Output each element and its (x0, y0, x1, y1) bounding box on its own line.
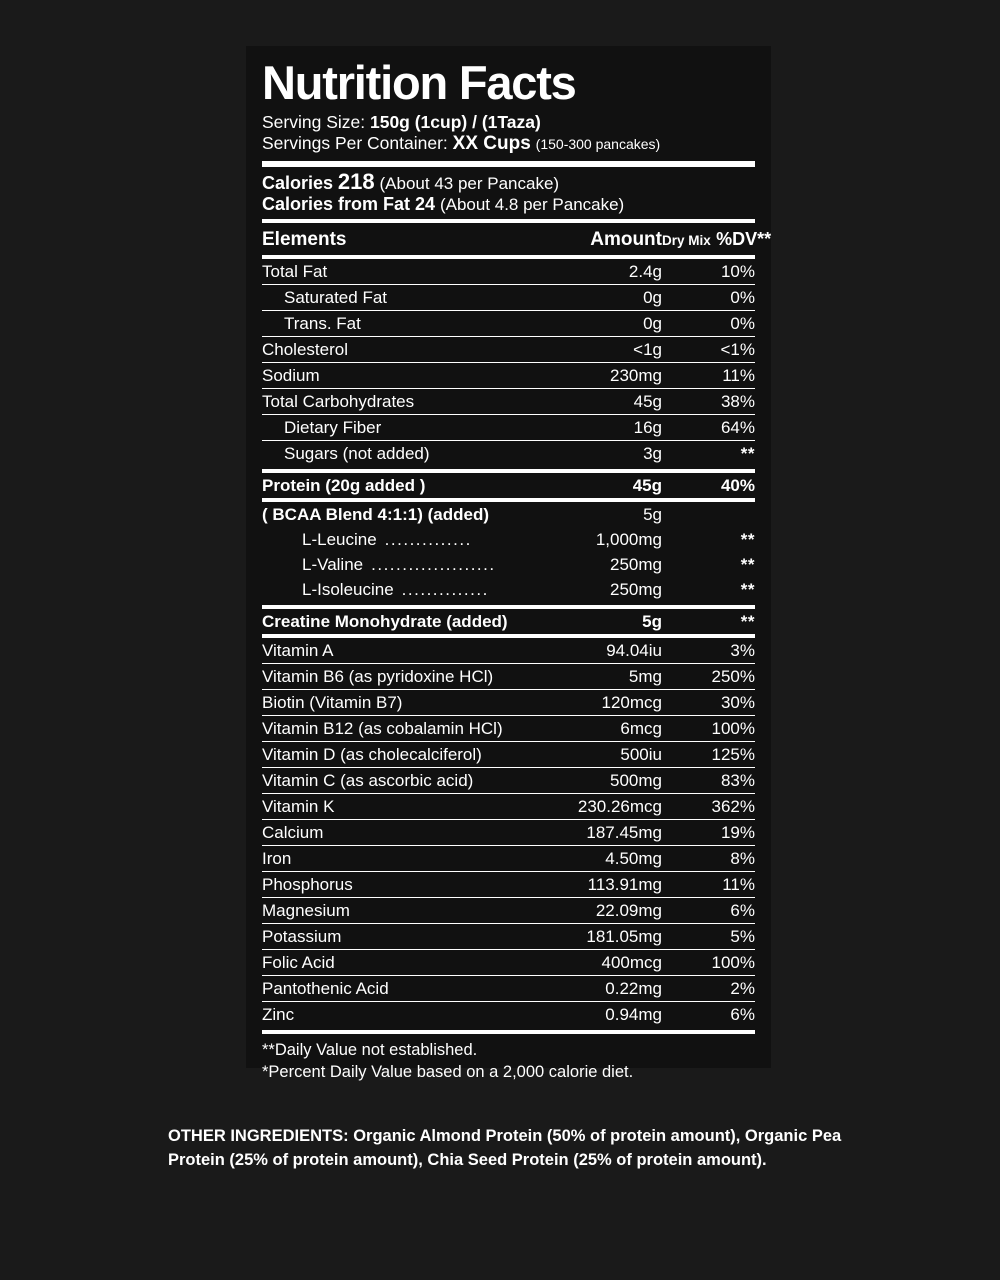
row-amount: 16g (540, 415, 662, 441)
bcaa-amount: 1,000mg (595, 530, 662, 549)
row-daily-value: ** (740, 444, 755, 463)
row-amount: 4.50mg (540, 846, 662, 872)
footnotes (262, 1034, 755, 1083)
calories-from-fat-label: Calories from Fat 24 (262, 194, 436, 214)
row-daily-value: 100% (662, 950, 755, 976)
row-daily-value: ** (740, 530, 755, 549)
creatine-table (262, 609, 755, 634)
bcaa-blend-table (262, 502, 755, 602)
serving-info (262, 112, 755, 155)
row-amount: 0.94mg (605, 1005, 662, 1024)
dot-leader: .............. (384, 530, 472, 549)
table-row (262, 259, 755, 285)
table-row (262, 794, 755, 820)
row-daily-value: 2% (662, 976, 755, 1002)
row-daily-value: 83% (662, 768, 755, 794)
other-ingredients-label: OTHER INGREDIENTS: (168, 1127, 349, 1145)
row-label: Creatine Monohydrate (added) (262, 612, 508, 631)
row-daily-value: 19% (662, 820, 755, 846)
bcaa-sub-row (262, 527, 662, 552)
row-amount: 2.4g (540, 259, 662, 285)
servings-per-container-line (262, 133, 755, 155)
vitamins-minerals-table (262, 638, 755, 1027)
row-label (262, 552, 662, 577)
bcaa-name: L-Leucine (302, 530, 377, 549)
row-amount: 6mcg (540, 716, 662, 742)
dot-leader: .............. (401, 580, 489, 599)
row-label: Potassium (262, 924, 540, 950)
row-label: Magnesium (262, 898, 540, 924)
table-row (262, 552, 755, 577)
row-amount: <1g (540, 337, 662, 363)
row-daily-value: 11% (662, 363, 755, 389)
bcaa-sub-row (262, 552, 662, 577)
row-label: Cholesterol (262, 337, 540, 363)
table-row (262, 768, 755, 794)
row-label: Folic Acid (262, 950, 540, 976)
row-amount: 45g (540, 389, 662, 415)
row-daily-value (662, 502, 755, 527)
bcaa-sub-row (262, 577, 662, 602)
bcaa-amount: 250mg (610, 580, 662, 599)
row-daily-value: 5% (662, 924, 755, 950)
row-label: Phosphorus (262, 872, 540, 898)
row-amount: 181.05mg (540, 924, 662, 950)
row-amount: 5g (642, 612, 662, 631)
row-daily-value: 11% (662, 872, 755, 898)
table-row (262, 950, 755, 976)
header-amount: Amount (590, 229, 662, 250)
table-row (262, 363, 755, 389)
row-amount: 5g (643, 505, 662, 524)
table-row (262, 337, 755, 363)
row-daily-value: ** (740, 555, 755, 574)
calories-label: Calories (262, 173, 334, 193)
dot-leader: .................... (371, 555, 496, 574)
table-row (262, 311, 755, 337)
bcaa-name: L-Isoleucine (302, 580, 394, 599)
row-daily-value: 6% (662, 898, 755, 924)
header-dry-mix-label: Dry Mix (662, 233, 711, 248)
row-daily-value: 250% (662, 664, 755, 690)
calories-line (262, 171, 755, 194)
row-daily-value: 100% (662, 716, 755, 742)
table-row (262, 820, 755, 846)
servings-note: (150-300 pancakes) (535, 136, 661, 152)
table-row (262, 577, 755, 602)
calories-note: (About 43 per Pancake) (379, 174, 560, 193)
row-daily-value: 362% (662, 794, 755, 820)
row-label: Calcium (262, 820, 540, 846)
row-daily-value: ** (740, 612, 755, 631)
calories-value: 218 (337, 169, 375, 194)
row-label: Vitamin C (as ascorbic acid) (262, 768, 540, 794)
row-amount: 230.26mcg (540, 794, 662, 820)
bcaa-amount: 250mg (610, 555, 662, 574)
row-label: Zinc (262, 1005, 295, 1024)
row-daily-value: 0% (662, 311, 755, 337)
row-daily-value: 38% (662, 389, 755, 415)
table-row (262, 664, 755, 690)
row-label: Vitamin B6 (as pyridoxine HCl) (262, 664, 540, 690)
row-daily-value: ** (740, 580, 755, 599)
nutrition-header-table (262, 227, 772, 255)
nutrition-table (262, 259, 755, 466)
row-label: Vitamin D (as cholecalciferol) (262, 742, 540, 768)
row-daily-value: 8% (662, 846, 755, 872)
table-row (262, 690, 755, 716)
calories-from-fat-line (262, 194, 755, 215)
row-label: Vitamin B12 (as cobalamin HCl) (262, 716, 540, 742)
footnote-daily-value: **Daily Value not established. (262, 1041, 478, 1059)
row-label: Trans. Fat (262, 311, 540, 337)
row-label: Total Carbohydrates (262, 389, 540, 415)
row-amount: 45g (632, 476, 662, 495)
row-amount: 22.09mg (540, 898, 662, 924)
table-row (262, 898, 755, 924)
servings-per-container-label: Servings Per Container: (262, 133, 448, 153)
row-label: Vitamin K (262, 794, 540, 820)
row-label: ( BCAA Blend 4:1:1) (added) (262, 505, 489, 524)
row-amount: 230mg (540, 363, 662, 389)
header-elements: Elements (262, 229, 347, 250)
table-row (262, 527, 755, 552)
row-daily-value: 40% (720, 476, 755, 495)
row-daily-value: 125% (662, 742, 755, 768)
row-daily-value: 30% (662, 690, 755, 716)
row-daily-value: <1% (662, 337, 755, 363)
row-amount: 500mg (540, 768, 662, 794)
row-amount: 94.04iu (540, 638, 662, 664)
table-row (262, 285, 755, 311)
row-amount: 0.22mg (540, 976, 662, 1002)
row-amount: 400mcg (540, 950, 662, 976)
table-row (262, 473, 755, 498)
table-row (262, 502, 755, 527)
bcaa-name: L-Valine (302, 555, 364, 574)
row-daily-value: 0% (662, 285, 755, 311)
serving-size-line (262, 112, 755, 133)
row-amount: 120mcg (540, 690, 662, 716)
row-label: Total Fat (262, 259, 540, 285)
row-amount: 113.91mg (540, 872, 662, 898)
table-row (262, 441, 755, 467)
table-row (262, 976, 755, 1002)
row-amount: 5mg (540, 664, 662, 690)
table-header-row (262, 227, 755, 255)
row-amount: 0g (540, 311, 662, 337)
calories-block (262, 167, 755, 219)
table-row (262, 872, 755, 898)
serving-size-label: Serving Size: (262, 112, 366, 132)
row-label: Pantothenic Acid (262, 976, 540, 1002)
header-daily-value (662, 227, 772, 255)
row-label (262, 527, 662, 552)
row-label: Protein (20g added ) (262, 476, 426, 495)
row-label: Iron (262, 846, 540, 872)
table-row (262, 638, 755, 664)
row-label: Vitamin A (262, 638, 540, 664)
table-row (262, 415, 755, 441)
table-row (262, 716, 755, 742)
table-row (262, 846, 755, 872)
row-daily-value: 6% (730, 1005, 755, 1024)
row-amount: 500iu (540, 742, 662, 768)
nutrition-facts-panel (246, 46, 772, 1081)
row-label (262, 577, 662, 602)
row-amount: 187.45mg (540, 820, 662, 846)
table-row (262, 924, 755, 950)
header-dv-label: %DV** (716, 229, 772, 249)
table-row (262, 1002, 755, 1028)
row-amount: 3g (643, 444, 662, 463)
row-label: Saturated Fat (262, 285, 540, 311)
footnote-percent-daily-value: *Percent Daily Value based on a 2,000 calorie diet. (262, 1063, 634, 1081)
serving-size-value: 150g (1cup) / (1Taza) (369, 112, 541, 132)
row-label: Sodium (262, 363, 540, 389)
other-ingredients (168, 1124, 872, 1172)
row-amount: 0g (540, 285, 662, 311)
row-label: Sugars (not added) (284, 444, 430, 463)
row-daily-value: 10% (662, 259, 755, 285)
row-label: Dietary Fiber (262, 415, 540, 441)
other-ingredients-text: Organic Almond Protein (50% of protein amount), Organic Pea Protein (25% of protein amount), Chia Seed Protein (25% of protein amount). (168, 1127, 842, 1169)
row-label: Biotin (Vitamin B7) (262, 690, 540, 716)
table-row (262, 742, 755, 768)
row-daily-value: 3% (662, 638, 755, 664)
protein-table (262, 473, 755, 498)
row-daily-value: 64% (662, 415, 755, 441)
calories-from-fat-note: (About 4.8 per Pancake) (439, 195, 625, 214)
servings-per-container-value: XX Cups (452, 133, 531, 154)
table-row (262, 389, 755, 415)
page-title: Nutrition Facts (262, 56, 576, 109)
table-row (262, 609, 755, 634)
